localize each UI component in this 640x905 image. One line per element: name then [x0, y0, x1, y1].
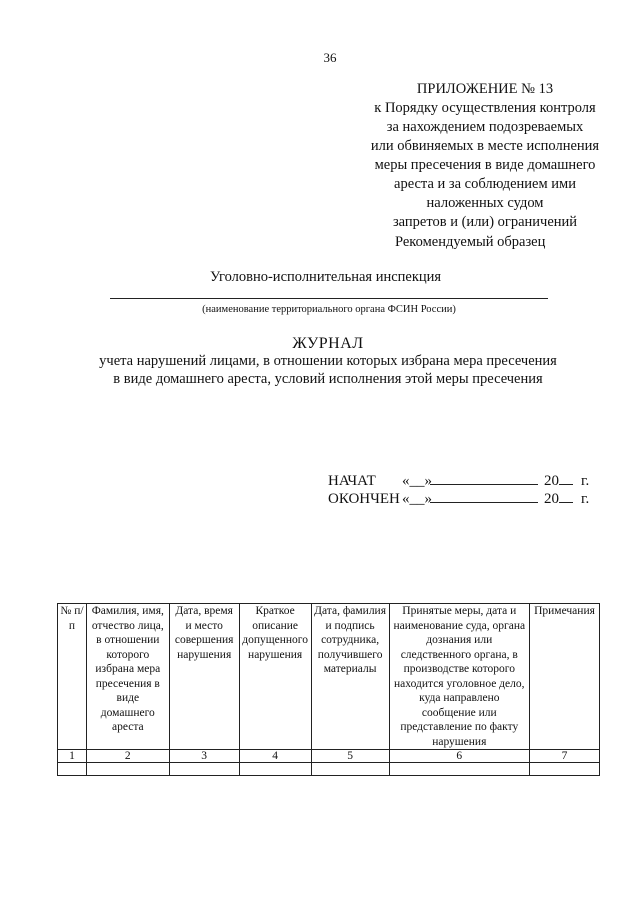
table-cell [169, 763, 239, 776]
appendix-line: наложенных судом [426, 195, 544, 211]
table-cell [530, 763, 600, 776]
violations-table [57, 603, 600, 776]
header-person: Фамилия, имя, отчество лица, в отношении которого избрана мера пресечения в виде домашнего ареста [86, 604, 169, 750]
appendix-block [340, 80, 630, 232]
ended-month-line [430, 490, 538, 503]
table-cell [86, 763, 169, 776]
column-number: 7 [530, 750, 600, 763]
column-number: 5 [311, 750, 389, 763]
started-year-suffix: г. [581, 473, 590, 489]
inspection-name: Уголовно-исполнительная инспекция [210, 269, 442, 285]
ended-year-prefix: 20 [544, 491, 559, 507]
header-date-place: Дата, время и место совершения нарушения [169, 604, 239, 750]
started-day: «__» [402, 473, 432, 489]
appendix-title: ПРИЛОЖЕНИЕ № 13 [416, 81, 554, 97]
table-cell [389, 763, 529, 776]
appendix-line: за нахождением подозреваемых [386, 119, 584, 135]
header-measures: Принятые меры, дата и наименование суда, органа дознания или следственного органа, в производстве которого находится уголовное дело, куда направлено сообщение или представление по факту нарушения [389, 604, 529, 750]
journal-subtitle-line: в виде домашнего ареста, условий исполнения этой меры пресечения [113, 371, 543, 387]
started-month-line [430, 472, 538, 485]
table-header-row [58, 604, 600, 750]
header-notes: Примечания [530, 604, 600, 750]
table-cell [239, 763, 311, 776]
column-number: 4 [239, 750, 311, 763]
started-label: НАЧАТ [328, 473, 376, 489]
column-number: 6 [389, 750, 529, 763]
table-cell [311, 763, 389, 776]
appendix-line: меры пресечения в виде домашнего [374, 157, 596, 173]
appendix-line: или обвиняемых в месте исполнения [370, 138, 600, 154]
ended-year-line [559, 490, 573, 503]
ended-day: «__» [402, 491, 432, 507]
column-number: 3 [169, 750, 239, 763]
column-number: 1 [58, 750, 87, 763]
page-number: 36 [323, 50, 337, 65]
ended-row [328, 490, 589, 508]
journal-title: ЖУРНАЛ [292, 335, 364, 352]
inspection-underline [110, 298, 548, 299]
column-number-row [58, 750, 600, 763]
table-row [58, 763, 600, 776]
started-year-prefix: 20 [544, 473, 559, 489]
started-year-line [559, 472, 573, 485]
journal-subtitle-line: учета нарушений лицами, в отношении которых избрана мера пресечения [99, 353, 557, 369]
ended-year-suffix: г. [581, 491, 590, 507]
table-cell [58, 763, 87, 776]
column-number: 2 [86, 750, 169, 763]
journal-subtitle [80, 352, 576, 388]
appendix-line: к Порядку осуществления контроля [374, 100, 596, 116]
header-description: Краткое описание допущенного нарушения [239, 604, 311, 750]
appendix-line: запретов и (или) ограничений [392, 214, 578, 230]
inspection-caption: (наименование территориального органа ФСИН России) [202, 304, 456, 315]
header-number: № п/п [58, 604, 87, 750]
header-employee: Дата, фамилия и подпись сотрудника, получившего материалы [311, 604, 389, 750]
appendix-line: ареста и за соблюдением ими [394, 176, 576, 192]
ended-label: ОКОНЧЕН [328, 491, 400, 507]
sample-label: Рекомендуемый образец [395, 234, 546, 250]
started-row [328, 472, 589, 490]
